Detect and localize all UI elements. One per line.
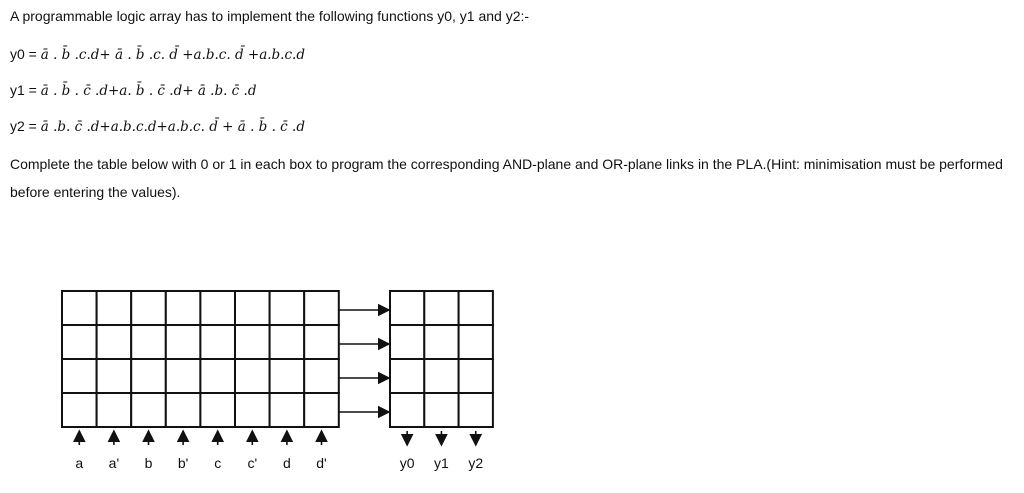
- or-plane-cell[interactable]: [390, 291, 424, 325]
- and-plane-cell[interactable]: [131, 359, 166, 393]
- and-plane-cell[interactable]: [200, 325, 235, 359]
- or-plane-cell[interactable]: [424, 393, 458, 427]
- or-plane-cell[interactable]: [459, 291, 493, 325]
- input-label: c': [247, 455, 258, 471]
- equation-y1-expr: ā . b̄ . c̄ .d+a. b̄ . c̄ .d+ ā .b. c̄ .d: [40, 83, 257, 99]
- equation-y0-label: y0 =: [10, 46, 37, 62]
- equation-y0-expr: ā . b̄ .c.d+ ā . b̄ .c. d̄ +a.b.c. d̄ +a.b.c.d: [40, 47, 305, 63]
- equation-y2-expr: ā .b. c̄ .d+a.b.c.d+a.b.c. d̄ + ā . b̄ . c̄ .d: [40, 119, 305, 135]
- equation-y2-label: y2 =: [10, 118, 37, 134]
- and-plane-cell[interactable]: [97, 325, 132, 359]
- and-plane-cell[interactable]: [235, 393, 270, 427]
- and-plane-cell[interactable]: [131, 291, 166, 325]
- and-plane-cell[interactable]: [97, 393, 132, 427]
- and-plane-cell[interactable]: [304, 325, 339, 359]
- and-plane-cell[interactable]: [97, 359, 132, 393]
- or-plane-cell[interactable]: [424, 325, 458, 359]
- and-plane-cell[interactable]: [166, 393, 201, 427]
- and-plane-cell[interactable]: [270, 393, 305, 427]
- and-plane-cell[interactable]: [200, 359, 235, 393]
- and-plane-cell[interactable]: [166, 325, 201, 359]
- intro-text: A programmable logic array has to implement the following functions y0, y1 and y2:-: [10, 8, 530, 24]
- and-plane-cell[interactable]: [62, 325, 97, 359]
- or-plane-cell[interactable]: [390, 359, 424, 393]
- and-plane-cell[interactable]: [200, 393, 235, 427]
- or-plane-cell[interactable]: [390, 393, 424, 427]
- output-label: y2: [468, 455, 484, 471]
- equation-y1-label: y1 =: [10, 82, 37, 98]
- and-plane-cell[interactable]: [131, 393, 166, 427]
- instructions-text: Complete the table below with 0 or 1 in each box to program the corresponding AND-plane and OR-plane links in the PLA.(Hint: minimisation must be performed before entering the values).: [10, 156, 1003, 200]
- output-label: y0: [399, 455, 415, 471]
- or-plane-cell[interactable]: [459, 325, 493, 359]
- and-plane-cell[interactable]: [62, 291, 97, 325]
- and-plane-cell[interactable]: [62, 359, 97, 393]
- input-label: a': [108, 455, 120, 471]
- input-label: c: [214, 455, 222, 471]
- and-plane-cell[interactable]: [200, 291, 235, 325]
- and-plane-cell[interactable]: [304, 359, 339, 393]
- and-plane-cell[interactable]: [304, 291, 339, 325]
- and-plane-cell[interactable]: [166, 291, 201, 325]
- and-plane-cell[interactable]: [131, 325, 166, 359]
- and-plane-cell[interactable]: [270, 325, 305, 359]
- and-plane-cell[interactable]: [235, 325, 270, 359]
- and-plane-cell[interactable]: [97, 291, 132, 325]
- input-label: b: [144, 455, 153, 471]
- and-plane-cell[interactable]: [304, 393, 339, 427]
- or-plane-cell[interactable]: [390, 325, 424, 359]
- and-plane-cell[interactable]: [62, 393, 97, 427]
- or-plane-cell[interactable]: [424, 291, 458, 325]
- and-plane-cell[interactable]: [270, 359, 305, 393]
- or-plane-cell[interactable]: [459, 359, 493, 393]
- input-label: a: [75, 455, 84, 471]
- and-plane-cell[interactable]: [270, 291, 305, 325]
- and-plane-cell[interactable]: [166, 359, 201, 393]
- or-plane-cell[interactable]: [459, 393, 493, 427]
- input-label: d': [316, 455, 327, 471]
- and-plane-cell[interactable]: [235, 359, 270, 393]
- and-plane-cell[interactable]: [235, 291, 270, 325]
- input-label: b': [177, 455, 189, 471]
- or-plane-cell[interactable]: [424, 359, 458, 393]
- output-label: y1: [434, 455, 449, 471]
- input-label: d: [283, 455, 291, 471]
